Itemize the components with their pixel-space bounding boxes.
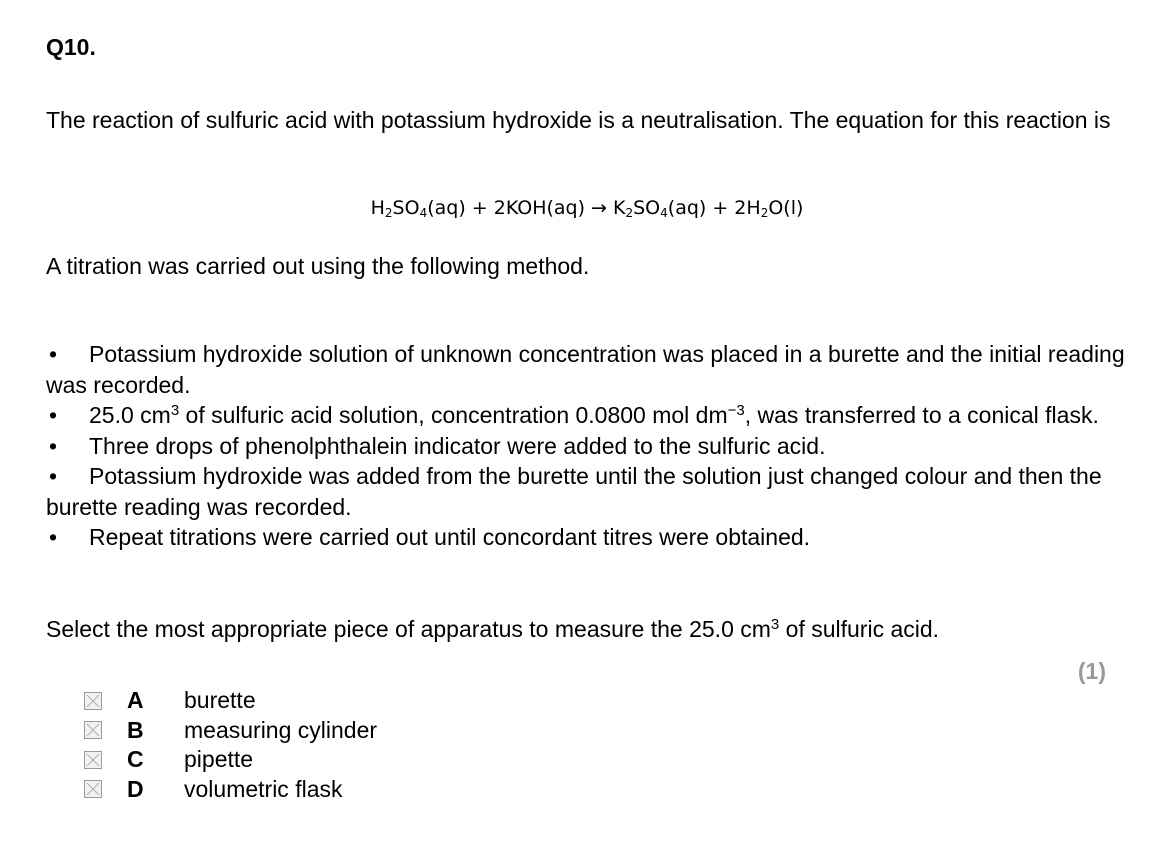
answer-checkbox-icon[interactable] (84, 751, 102, 769)
answer-option-c[interactable] (84, 745, 377, 775)
answer-options (84, 686, 377, 804)
bullet: • (49, 432, 58, 459)
answer-option-a[interactable] (84, 686, 377, 716)
bullet: • (49, 524, 58, 550)
option-text: burette (184, 687, 256, 713)
chemical-equation: $H_2SO_4(aq) + 2KOH(aq) \to K_2SO_4(aq) + 2H_2O(l)$ (370, 197, 804, 220)
option-letter: D (127, 775, 144, 802)
answer-option-d[interactable] (84, 775, 377, 805)
option-letter: C (127, 746, 144, 772)
method-step: • Potassium hydroxide solution of unknown concentration was placed in a burette and the initial reading was recorded. (46, 341, 1125, 398)
option-letter: B (127, 716, 144, 743)
method-intro: A titration was carried out using the following method. (46, 253, 590, 279)
method-steps (46, 339, 1136, 553)
question-number: Q10. (46, 34, 96, 60)
bullet: • (49, 341, 58, 367)
method-step: • Three drops of phenolphthalein indicator were added to the sulfuric acid. (46, 431, 1136, 462)
option-text: measuring cylinder (184, 716, 378, 743)
bullet: • (49, 402, 58, 428)
question-prompt: Select the most appropriate piece of apparatus to measure the 25.0 $cm^3$ of sulfuric acid. (46, 616, 940, 642)
method-step: • Repeat titrations were carried out until concordant titres were obtained. (46, 522, 1136, 553)
option-letter: A (127, 687, 144, 713)
answer-checkbox-icon[interactable] (84, 780, 102, 798)
question-intro: The reaction of sulfuric acid with potassium hydroxide is a neutralisation. The equation for this reaction is (46, 107, 1111, 133)
marks-label: (1) (1077, 658, 1106, 684)
option-text: volumetric flask (184, 775, 343, 802)
answer-checkbox-icon[interactable] (84, 692, 102, 710)
answer-option-b[interactable] (84, 716, 377, 746)
method-step: • 25.0 $cm^3$ of sulfuric acid solution, concentration 0.0800 mol $dm^{-3}$, was transferred to a conical flask. (46, 400, 1136, 431)
bullet: • (49, 463, 58, 489)
option-text: pipette (184, 746, 254, 772)
method-step: • Potassium hydroxide was added from the burette until the solution just changed colour and then the burette reading was recorded. (46, 463, 1102, 520)
answer-checkbox-icon[interactable] (84, 721, 102, 739)
